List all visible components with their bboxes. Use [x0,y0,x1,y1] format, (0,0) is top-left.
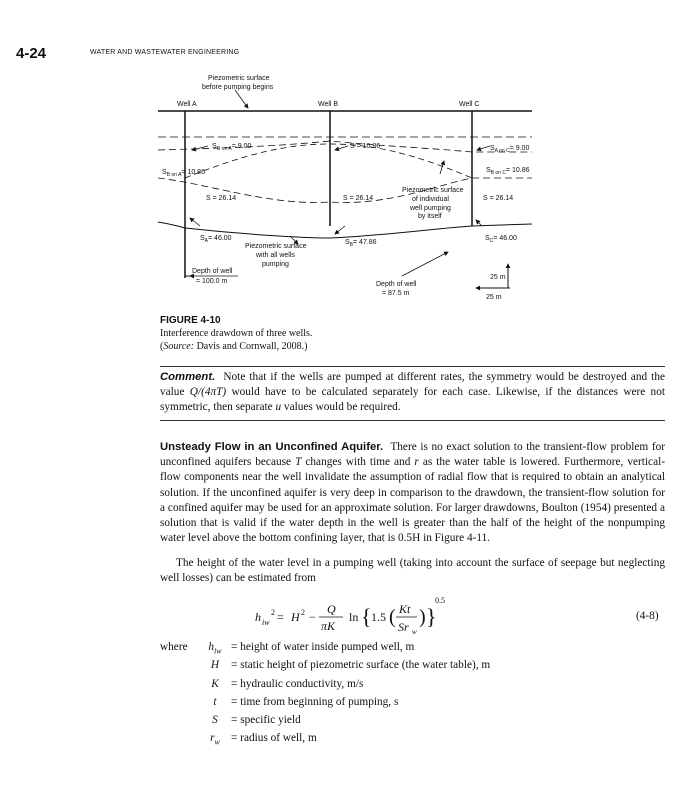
definition-row [160,658,490,676]
definition-row [160,640,490,658]
label-well-b: Well B [318,101,339,108]
label-indiv-4: by itself [418,213,442,220]
definition-lead [160,695,205,713]
svg-text:ln: ln [349,610,359,624]
section-heading: Unsteady Flow in an Unconfined Aquifer. [160,441,384,453]
label-all-3: pumping [262,261,289,268]
svg-text:): ) [419,606,426,628]
svg-text:2: 2 [271,608,275,617]
svg-text:iw: iw [262,618,270,627]
definition-text: = hydraulic conductivity, m/s [231,677,364,690]
label-indiv-3: well pumping [410,205,451,212]
label-depth-a-2: = 100.0 m [196,278,228,285]
definition-text: = height of water inside pumped well, m [231,641,415,653]
svg-text:Q: Q [327,602,336,616]
definition-symbol: t [213,695,217,708]
page-number: 4-24 [16,45,47,62]
interference-drawdown-figure [150,66,540,306]
label-s2614-c: S = 26.14 [483,195,514,202]
definition-lead [160,677,205,695]
svg-text:{: { [361,604,372,629]
figure-caption [160,314,312,353]
definition-symbol: $r_w$ [210,732,220,747]
divider-bottom [160,420,665,421]
label-sc: $S_C= 46.00$ [485,235,517,244]
svg-text:}: } [426,604,437,629]
equation-number: (4-8) [636,610,659,622]
caption-source-text: Davis and Cornwall, 2008.) [196,341,308,352]
label-indiv-1: Piezometric surface [402,187,464,194]
label-depth-b-1: Depth of well [376,281,417,288]
label-sca: $S_{C on A}= 9.00$ [212,143,252,152]
definition-text: = radius of well, m [231,732,317,745]
svg-text:(: ( [389,606,396,628]
svg-text:=: = [277,610,284,624]
svg-text:−: − [309,610,316,624]
label-well-c: Well C [459,101,480,108]
label-s2614-b: S = 26.14 [343,195,374,202]
definition-text: = specific yield [231,714,301,726]
definition-row [160,677,490,695]
label-s2614-a: S = 26.14 [206,195,237,202]
label-sac: $S_{A on C}= 9.00$ [490,145,530,154]
svg-text:Sr: Sr [398,620,409,634]
definition-lead [160,713,205,731]
label-all-2: with all wells [256,252,295,259]
section-paragraph: Unsteady Flow in an Unconfined Aquifer. There is no exact solution to the transient-flow problem for unconfined aquifers because T changes with time and r as the water table is lowered. Furthermore, vertical-flow components near the well invalidate the assumption of radial flow that is required to obtain an analytical solution. If the unconfined aquifer is very deep in comparison to the drawdown, the transient-flow solution for a confined aquifer may be used for an approximate solution. For larger drawdowns, Boulton (1954) presented a solution that is valid if the water depth in the well is greater than the half of the height of the nonpumping water level above the bottom confining layer, that is 0.5H in Figure 4-11. [160,441,665,545]
svg-text:w: w [412,628,417,636]
comment-paragraph: Comment. Note that if the wells are pumped at different rates, the symmetry would be destroyed and the value Q/(4πT) would have to be calculated separately for each case. Likewise, if the distances were not symmetric, then separate u values would be required. [160,371,665,414]
running-head: WATER AND WASTEWATER ENGINEERING [90,49,240,56]
label-sb-top: S = 10.86 [350,143,381,150]
label-surface-before: Piezometric surface [208,75,270,82]
definition-text: = time from beginning of pumping, s [231,695,399,708]
svg-text:πK: πK [321,619,336,633]
divider-top [160,366,665,367]
caption-title: FIGURE 4-10 [160,315,221,326]
label-dist-h: 25 m [486,294,502,301]
definition-lead [160,731,205,749]
svg-text:1.5: 1.5 [371,610,386,624]
caption-source: (Source: Davis and Cornwall, 2008.) [160,341,308,352]
definition-symbol: $h_{iw}$ [208,641,222,656]
label-well-a: Well A [177,101,197,108]
label-all-1: Piezometric surface [245,243,307,250]
svg-text:h: h [255,610,261,624]
label-sa: $S_A= 46.00$ [200,235,232,244]
label-dist-v: 25 m [490,274,506,281]
comment-label: Comment. [160,371,216,383]
equation-4-8 [255,593,485,647]
caption-source-label: Source: [163,341,195,352]
label-sba: $S_{B on A}= 10.86$ [162,169,205,178]
definition-symbol: S [212,714,218,726]
definition-row [160,713,490,731]
caption-text: Interference drawdown of three wells. [160,328,313,339]
equation-graphic [255,593,485,643]
definition-row [160,731,490,749]
definition-symbol: K [211,677,219,690]
label-depth-b-2: = 87.5 m [382,290,410,297]
label-indiv-2: of individual [412,196,449,203]
svg-text:0.5: 0.5 [435,596,445,605]
label-surface-before-2: before pumping begins [202,84,274,91]
variable-definitions [160,640,490,750]
label-sbc: $S_{B on C}= 10.86$ [486,167,530,176]
svg-text:2: 2 [301,608,305,617]
definition-lead: where [160,641,188,653]
definition-symbol: H [210,659,220,672]
label-sb: $S_B= 47.86$ [345,239,377,248]
svg-text:H: H [291,610,300,624]
label-depth-a-1: Depth of well [192,268,233,275]
definition-row [160,695,490,713]
svg-text:Kt: Kt [399,602,411,616]
definition-lead [160,658,205,676]
definition-text: = static height of piezometric surface (the water table), m [231,659,491,672]
section-paragraph-2: The height of the water level in a pumping well (taking into account the surface of seepage but neglecting well losses) can be estimated from [160,557,665,585]
